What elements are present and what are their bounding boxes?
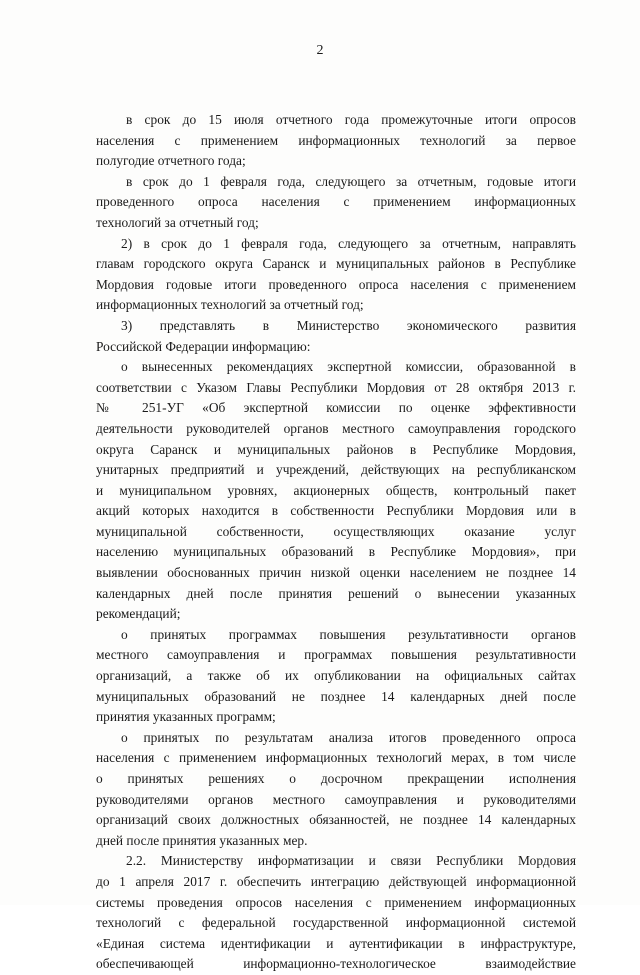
text-line: информационных технологий за отчетный год; (96, 297, 364, 313)
text-line: выявлении обоснованных причин низкой оценки населением не позднее 14 (96, 565, 576, 581)
text-line: Российской Федерации информацию: (96, 338, 311, 354)
text-line: полугодие отчетного года; (96, 153, 246, 169)
text-line: в срок до 1 февраля года, следующего за отчетным, годовые итоги (126, 173, 576, 189)
document-body (96, 110, 576, 975)
text-line: № 251-УГ «Об экспертной комиссии по оценке эффективности (96, 400, 576, 416)
text-line: дней после принятия указанных мер. (96, 832, 308, 848)
text-line: о принятых по результатам анализа итогов проведенного опроса (121, 729, 576, 745)
text-line: муниципальной собственности, осуществляющих оказание услуг (96, 523, 576, 539)
page-number: 2 (316, 43, 324, 58)
text-line: о принятых программах повышения результативности органов (121, 626, 576, 642)
text-line: о вынесенных рекомендациях экспертной комиссии, образованной в (121, 359, 576, 375)
text-line: организаций, а также об их опубликовании на официальных сайтах (96, 668, 576, 684)
text-line: обеспечивающей информационно-технологическое взаимодействие (96, 956, 576, 972)
text-line: календарных дней после принятия решений о вынесении указанных (96, 585, 576, 601)
text-line: «Единая система идентификации и аутентификации в инфраструктуре, (96, 935, 576, 951)
text-line: 2) в срок до 1 февраля года, следующего за отчетным, направлять (121, 235, 576, 251)
text-line: унитарных предприятий и учреждений, действующих на республиканском (96, 462, 576, 478)
text-line: рекомендаций; (96, 606, 181, 622)
text-line: 3) представлять в Министерство экономического развития (121, 317, 576, 333)
text-line: деятельности руководителей органов местного самоуправления городского (96, 420, 576, 436)
text-line: системы проведения опросов населения с применением информационных (96, 894, 576, 910)
text-line: руководителями органов местного самоуправления и руководителями (96, 791, 576, 807)
text-line: соответствии с Указом Главы Республики Мордовия от 28 октября 2013 г. (96, 379, 576, 395)
text-line: технологий за отчетный год; (96, 214, 259, 230)
text-line: проведенного опроса населения с применением информационных (96, 194, 576, 210)
text-line: технологий с федеральной государственной информационной системой (96, 915, 576, 931)
text-line: и муниципальном уровнях, акционерных обществ, контрольный пакет (96, 482, 576, 498)
text-line: до 1 апреля 2017 г. обеспечить интеграцию действующей информационной (96, 873, 576, 889)
text-line: главам городского округа Саранск и муниципальных районов в Республике (96, 256, 576, 272)
text-line: населению муниципальных образований в Республике Мордовия», при (96, 544, 576, 560)
text-line: принятия указанных программ; (96, 709, 276, 725)
text-line: муниципальных образований не позднее 14 календарных дней после (96, 688, 576, 704)
text-line: о принятых решениях о досрочном прекращении исполнения (96, 771, 576, 786)
text-line: населения с применением информационных технологий за первое (96, 132, 576, 148)
text-line: местного самоуправления и программах повышения результативности (96, 647, 576, 663)
text-line: округа Саранск и муниципальных районов в Республике Мордовия, (96, 441, 576, 457)
text-line: акций которых находится в собственности Республики Мордовия или в (96, 503, 576, 519)
text-line: населения с применением информационных технологий мерах, в том числе (96, 750, 576, 766)
text-line: 2.2. Министерству информатизации и связи Республики Мордовия (126, 853, 576, 869)
text-line: организаций своих должностных обязанностей, не позднее 14 календарных (96, 812, 576, 828)
text-line: Мордовия годовые итоги проведенного опроса населения с применением (96, 276, 576, 292)
text-line: в срок до 15 июля отчетного года промежуточные итоги опросов (126, 112, 576, 127)
